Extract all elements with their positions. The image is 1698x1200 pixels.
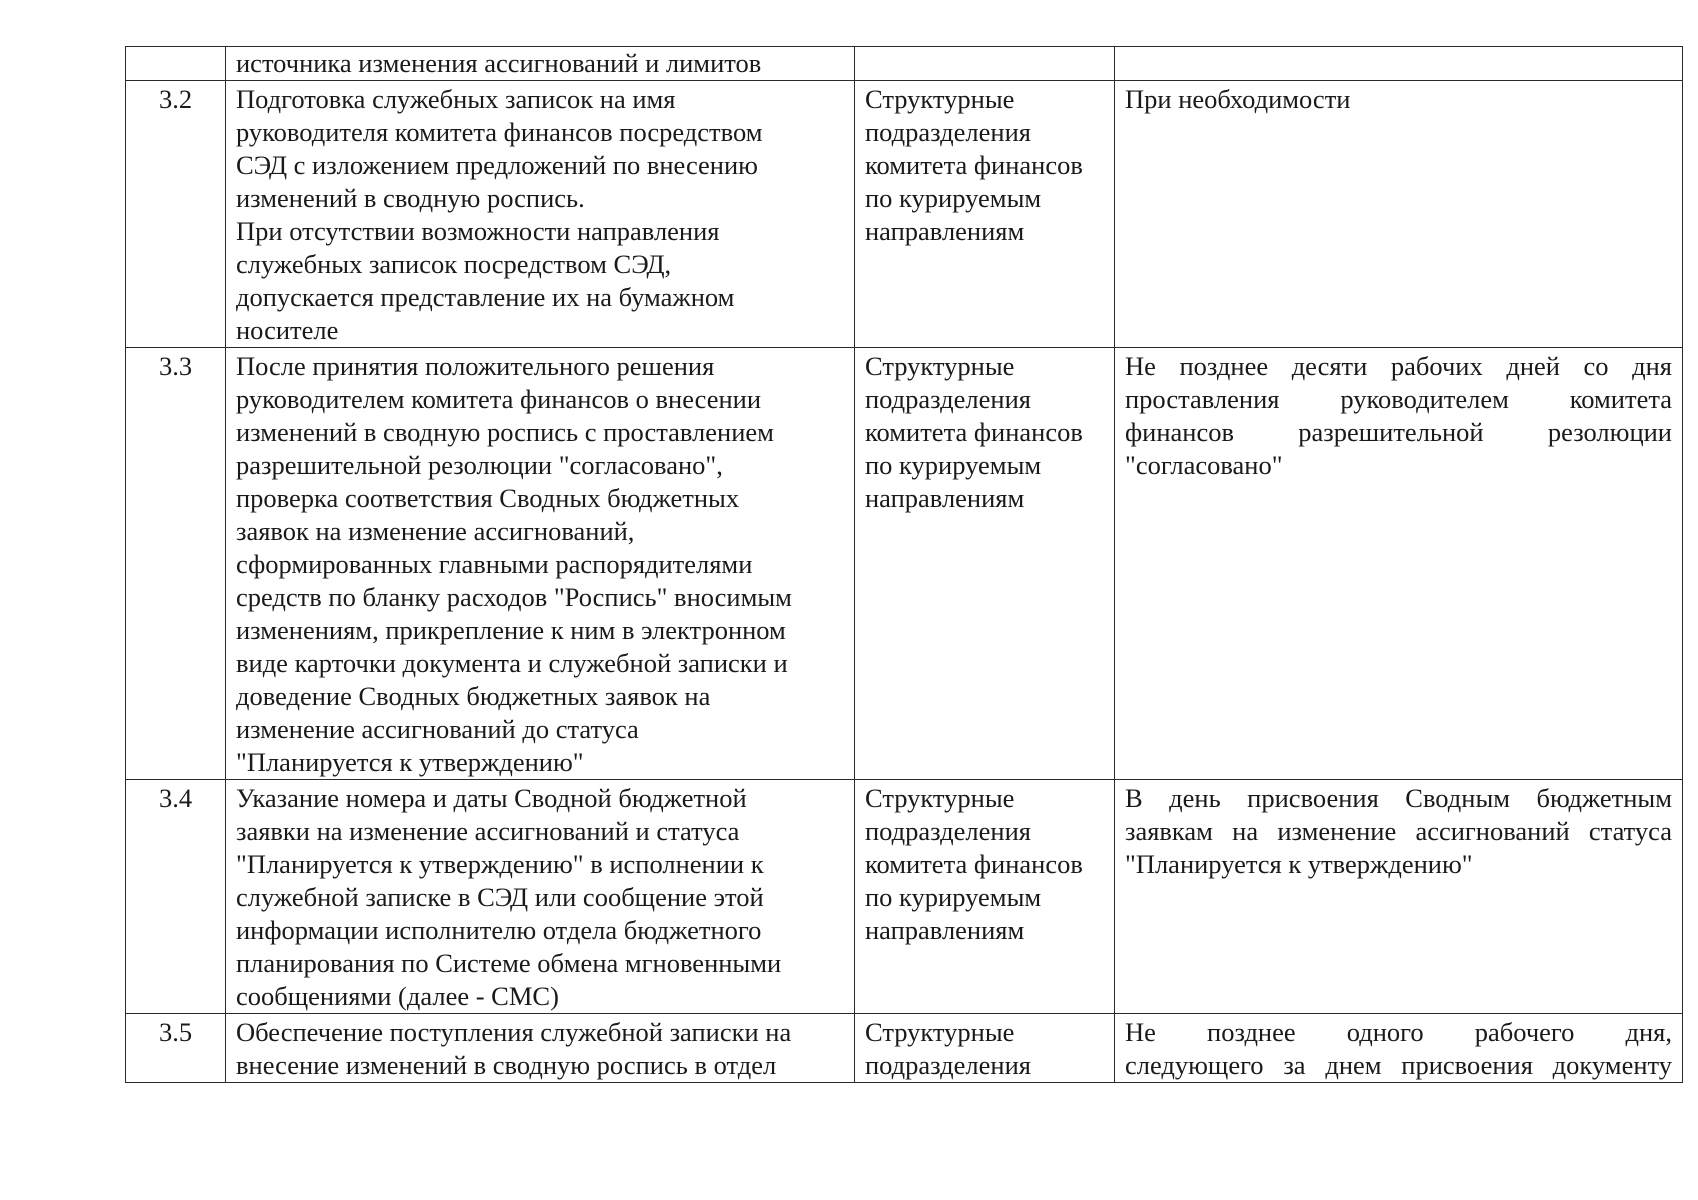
text-line: следующего за днем присвоения документу [1125, 1050, 1672, 1080]
text-line: виде карточки документа и служебной записки и [236, 648, 788, 678]
text-line: носителе [236, 315, 339, 345]
text-line: Подготовка служебных записок на имя [236, 84, 676, 114]
responsible-executor [855, 47, 1115, 81]
text-line: средств по бланку расходов "Роспись" вносимым [236, 582, 792, 612]
text-line: "согласовано" [1125, 450, 1283, 480]
deadline [1115, 348, 1683, 780]
text-line: доведение Сводных бюджетных заявок на [236, 681, 711, 711]
action-description [226, 348, 855, 780]
action-description [226, 1014, 855, 1083]
deadline [1115, 780, 1683, 1014]
text-line: изменение ассигнований до статуса [236, 714, 639, 744]
text-line: разрешительной резолюции "согласовано", [236, 450, 723, 480]
text-line: При необходимости [1125, 84, 1351, 114]
action-description [226, 47, 855, 81]
text-line: Структурные [865, 1017, 1015, 1047]
responsible-executor [855, 81, 1115, 348]
text-line: допускается представление их на бумажном [236, 282, 735, 312]
deadline [1115, 81, 1683, 348]
action-description [226, 81, 855, 348]
text-line: комитета финансов [865, 417, 1083, 447]
text-line: Не позднее одного рабочего дня, [1125, 1017, 1672, 1047]
row-number: 3.4 [126, 780, 226, 1014]
row-number [126, 47, 226, 81]
text-line: заявки на изменение ассигнований и статуса [236, 816, 740, 846]
procedure-table [125, 46, 1683, 1083]
table-row [126, 780, 1683, 1014]
table-row [126, 47, 1683, 81]
text-line: Не позднее десяти рабочих дней со дня [1125, 351, 1672, 381]
text-line: подразделения [865, 1050, 1031, 1080]
table-row [126, 348, 1683, 780]
text-line: комитета финансов [865, 849, 1083, 879]
text-line: проставления руководителем комитета [1125, 384, 1672, 414]
text-line: Указание номера и даты Сводной бюджетной [236, 783, 747, 813]
responsible-executor [855, 780, 1115, 1014]
table-row [126, 1014, 1683, 1083]
text-line: заявок на изменение ассигнований, [236, 516, 635, 546]
text-line: подразделения [865, 384, 1031, 414]
text-line: "Планируется к утверждению" [236, 747, 584, 777]
text-line: источника изменения ассигнований и лимитов [236, 48, 762, 78]
text-line: проверка соответствия Сводных бюджетных [236, 483, 740, 513]
text-line: планирования по Системе обмена мгновенными [236, 948, 782, 978]
text-line: руководителя комитета финансов посредством [236, 117, 763, 147]
text-line: Структурные [865, 783, 1015, 813]
text-line: СЭД с изложением предложений по внесению [236, 150, 758, 180]
text-line: Обеспечение поступления служебной записки на [236, 1017, 792, 1047]
deadline [1115, 47, 1683, 81]
text-line: сообщениями (далее - СМС) [236, 981, 559, 1011]
text-line: по курируемым [865, 882, 1042, 912]
text-line: информации исполнителю отдела бюджетного [236, 915, 762, 945]
text-line: комитета финансов [865, 150, 1083, 180]
responsible-executor [855, 348, 1115, 780]
row-number: 3.5 [126, 1014, 226, 1083]
text-line: заявкам на изменение ассигнований статуса [1125, 816, 1672, 846]
table-row [126, 81, 1683, 348]
text-line: направлениям [865, 216, 1025, 246]
text-line: по курируемым [865, 183, 1042, 213]
text-line: изменениям, прикрепление к ним в электронном [236, 615, 786, 645]
text-line: руководителем комитета финансов о внесении [236, 384, 762, 414]
text-line: сформированных главными распорядителями [236, 549, 753, 579]
responsible-executor [855, 1014, 1115, 1083]
text-line: изменений в сводную роспись. [236, 183, 585, 213]
text-line: "Планируется к утверждению" в исполнении к [236, 849, 764, 879]
text-line: Структурные [865, 351, 1015, 381]
text-line: В день присвоения Сводным бюджетным [1125, 783, 1672, 813]
text-line: направлениям [865, 915, 1025, 945]
text-line: изменений в сводную роспись с проставлением [236, 417, 774, 447]
text-line: финансов разрешительной резолюции [1125, 417, 1672, 447]
text-line: по курируемым [865, 450, 1042, 480]
text-line: служебных записок посредством СЭД, [236, 249, 672, 279]
text-line: подразделения [865, 117, 1031, 147]
deadline [1115, 1014, 1683, 1083]
text-line: "Планируется к утверждению" [1125, 849, 1473, 879]
text-line: подразделения [865, 816, 1031, 846]
text-line: направлениям [865, 483, 1025, 513]
text-line: Структурные [865, 84, 1015, 114]
text-line: После принятия положительного решения [236, 351, 715, 381]
text-line: При отсутствии возможности направления [236, 216, 720, 246]
row-number: 3.2 [126, 81, 226, 348]
action-description [226, 780, 855, 1014]
row-number: 3.3 [126, 348, 226, 780]
text-line: служебной записке в СЭД или сообщение этой [236, 882, 764, 912]
text-line: внесение изменений в сводную роспись в отдел [236, 1050, 777, 1080]
